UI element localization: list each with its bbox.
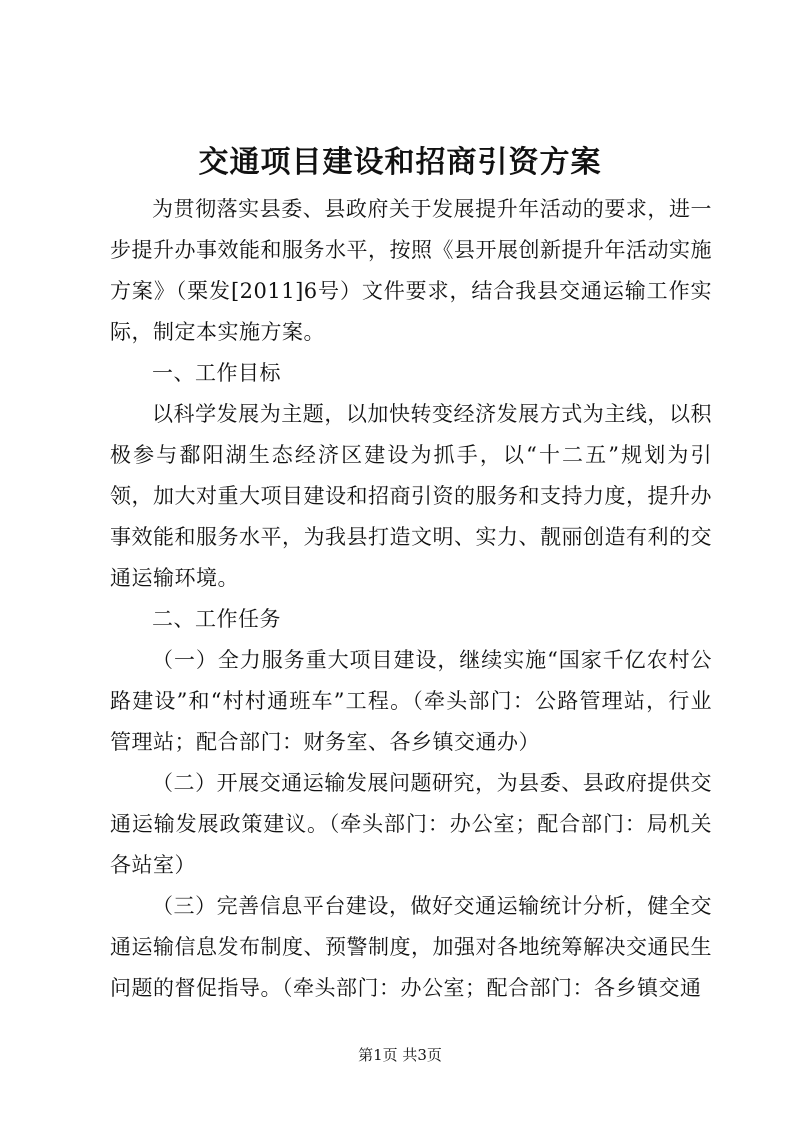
document-title: 交通项目建设和招商引资方案 xyxy=(198,145,602,180)
intro-paragraph: 为贯彻落实县委、县政府关于发展提升年活动的要求，进一步提升办事效能和服务水平，按照《县开展创新提升年活动实施方案》（栗发[2011]6号）文件要求，结合我县交通运输工作实际，制定本实施方案。 xyxy=(110,197,712,344)
section-heading-goals: 一、工作目标 xyxy=(152,361,281,385)
task-paragraph-3: （三）完善信息平台建设，做好交通运输统计分析，健全交通运输信息发布制度、预警制度，加强对各地统筹解决交通民生问题的督促指导。（牵头部门：办公室；配合部门：各乡镇交通 xyxy=(110,894,712,1000)
task-paragraph-2: （二）开展交通运输发展问题研究，为县委、县政府提供交通运输发展政策建议。（牵头部门：办公室；配合部门：局机关各站室） xyxy=(110,771,712,877)
page-number-footer: 第1页 共3页 xyxy=(358,1046,442,1064)
section-heading-tasks: 二、工作任务 xyxy=(152,607,281,631)
goals-paragraph: 以科学发展为主题，以加快转变经济发展方式为主线，以积极参与鄱阳湖生态经济区建设为抓手，以“十二五”规划为引领，加大对重大项目建设和招商引资的服务和支持力度，提升办事效能和服务水平，为我县打造文明、实力、靓丽创造有利的交通运输环境。 xyxy=(110,402,712,590)
task-paragraph-1: （一）全力服务重大项目建设，继续实施“国家千亿农村公路建设”和“村村通班车”工程。（牵头部门：公路管理站，行业管理站；配合部门：财务室、各乡镇交通办） xyxy=(110,648,712,754)
